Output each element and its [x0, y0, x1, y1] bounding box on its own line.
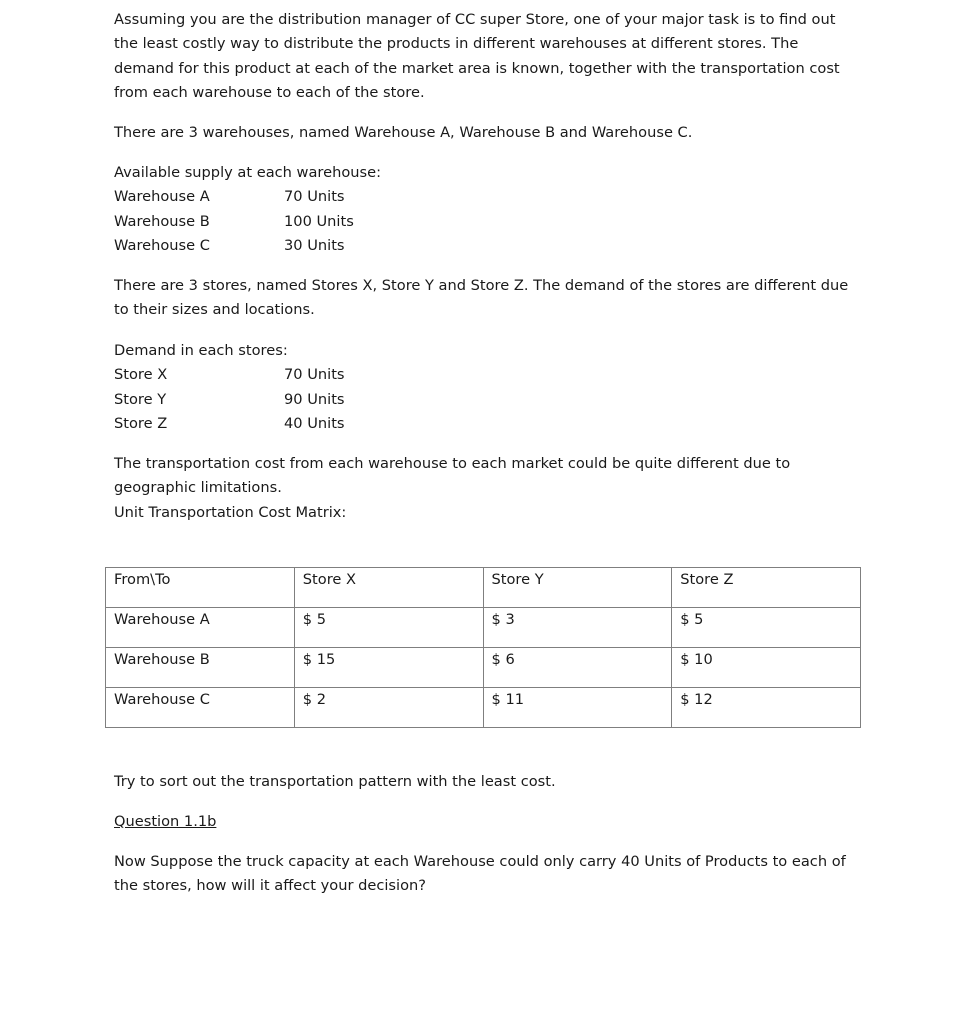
supply-row: Warehouse B 100 Units	[114, 212, 354, 230]
demand-row: Store X 70 Units	[114, 366, 345, 384]
table-cell: $ 12	[672, 688, 861, 728]
table-header-cell: From\To	[106, 568, 295, 608]
table-cell: $ 11	[483, 688, 672, 728]
supply-row: Warehouse C 30 Units	[114, 237, 345, 255]
table-cell: $ 5	[672, 608, 861, 648]
table-header-row	[106, 568, 861, 608]
matrix-label: Unit Transportation Cost Matrix:	[114, 503, 347, 521]
table-cell: $ 10	[672, 648, 861, 688]
intro-paragraph	[114, 8, 854, 106]
cost-intro: The transportation cost from each warehouse to each market could be quite different due to geographic limitations. Unit Transportation Cost Matrix:	[114, 452, 854, 525]
table-cell: $ 2	[294, 688, 483, 728]
stores-intro: There are 3 stores, named Stores X, Store Y and Store Z. The demand of the stores are different due to their sizes and locations.	[114, 277, 849, 319]
cost-matrix-table	[105, 567, 861, 728]
table-row	[106, 608, 861, 648]
table-header-cell: Store Y	[483, 568, 672, 608]
table-cell: $ 15	[294, 648, 483, 688]
supply-row: Warehouse A 70 Units	[114, 188, 345, 206]
table-row	[106, 688, 861, 728]
question-text: Now Suppose the truck capacity at each Warehouse could only carry 40 Units of Products to each of the stores, how will it affect your decision?	[114, 853, 846, 895]
table-cell: Warehouse A	[106, 608, 295, 648]
demand-heading: Demand in each stores:	[114, 342, 288, 359]
table-cell: Warehouse B	[106, 648, 295, 688]
table-cell: $ 5	[294, 608, 483, 648]
demand-row: Store Z 40 Units	[114, 415, 345, 433]
demand-row: Store Y 90 Units	[114, 390, 345, 408]
demand-section	[114, 339, 854, 437]
supply-heading: Available supply at each warehouse:	[114, 164, 382, 181]
table-row	[106, 648, 861, 688]
intro-text: Assuming you are the distribution manager of CC super Store, one of your major task is to find out the least costly way to distribute the products in different warehouses at different stores. The demand for this product at each of the market area is known, together with the transportation cost from each warehouse to each of the store.	[114, 11, 840, 102]
try-paragraph: Try to sort out the transportation pattern with the least cost.	[114, 773, 556, 790]
question-label: Question 1.1b	[114, 813, 217, 830]
table-cell: $ 6	[483, 648, 672, 688]
table-header-cell: Store X	[294, 568, 483, 608]
table-header-cell: Store Z	[672, 568, 861, 608]
table-cell: $ 3	[483, 608, 672, 648]
warehouses-intro: There are 3 warehouses, named Warehouse A, Warehouse B and Warehouse C.	[114, 124, 693, 141]
table-cell: Warehouse C	[106, 688, 295, 728]
supply-section	[114, 161, 854, 259]
